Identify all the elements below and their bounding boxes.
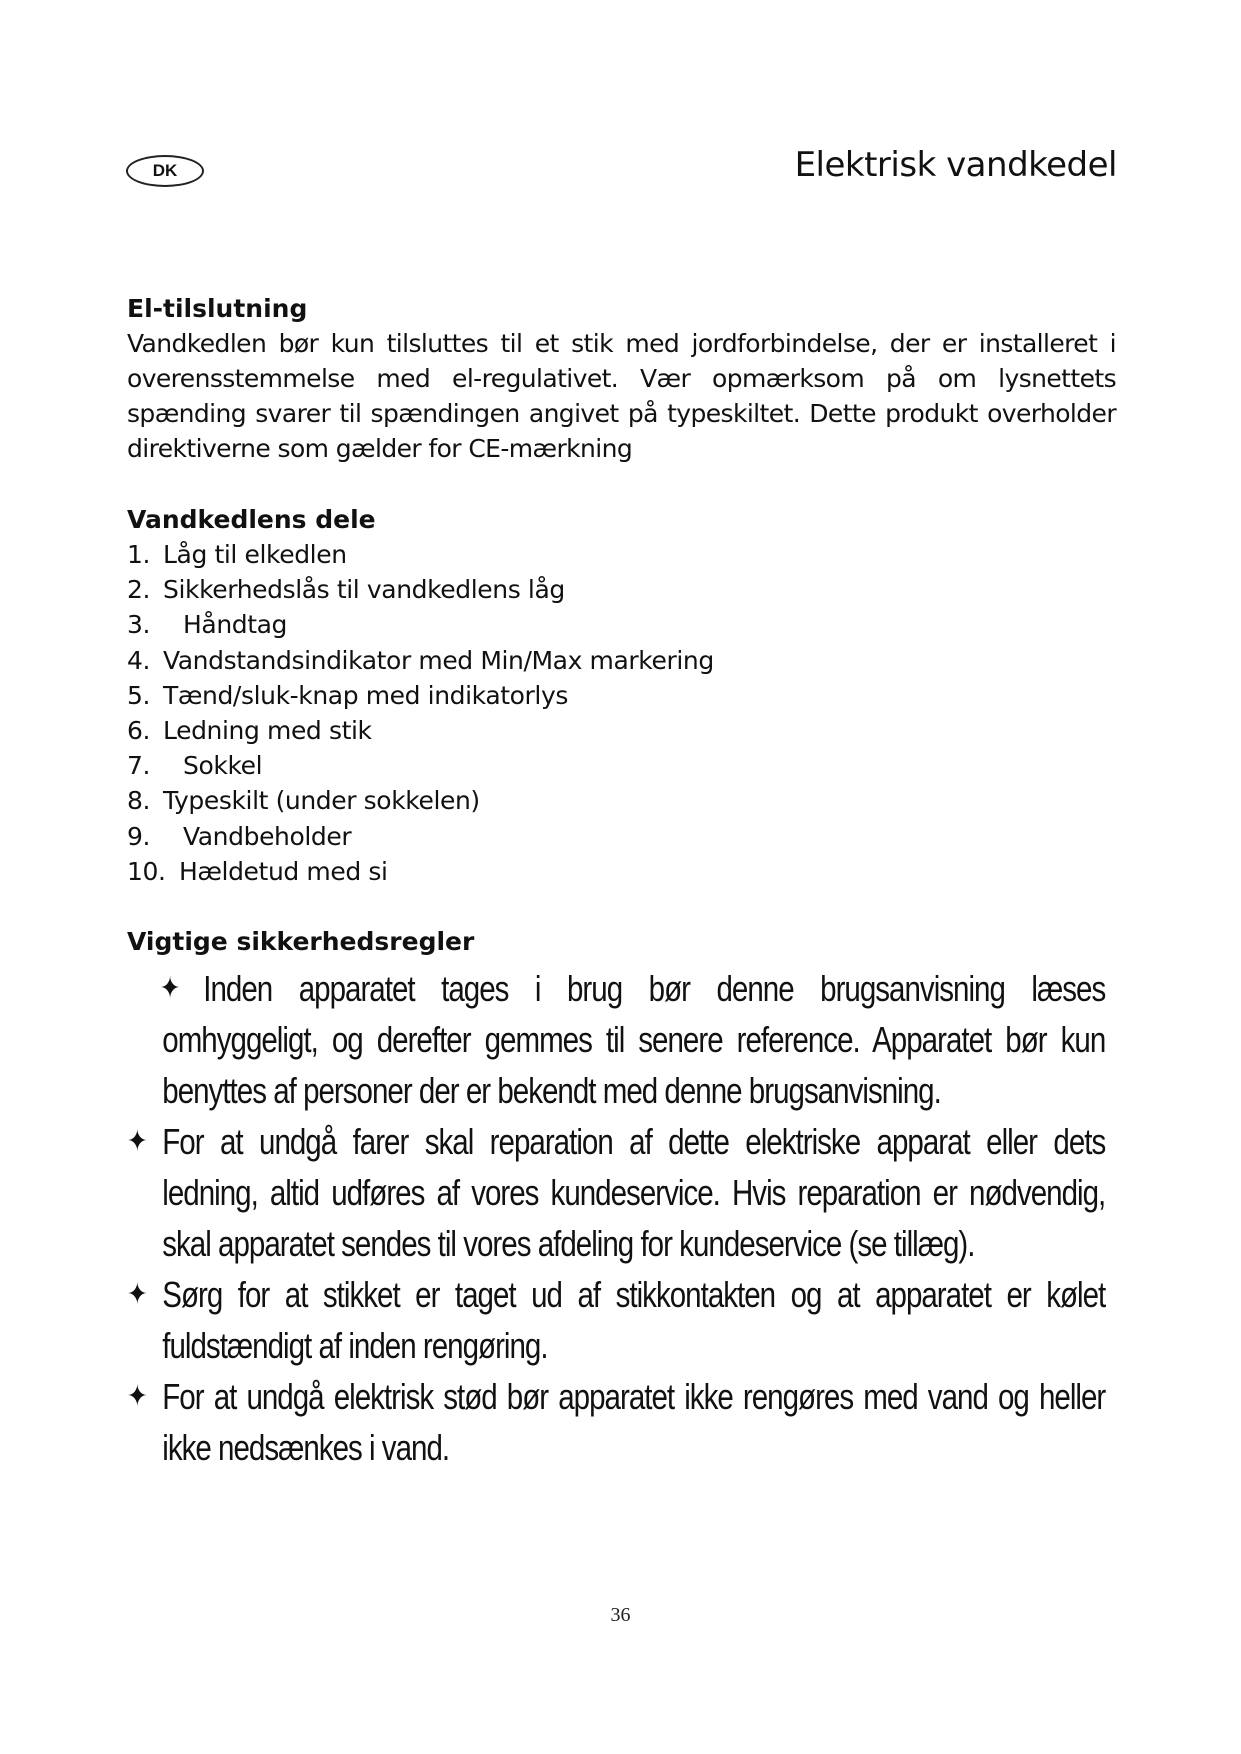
list-item [127, 1371, 1105, 1473]
language-badge: DK [126, 155, 204, 187]
star-bullet-icon: ✦ [159, 971, 180, 1006]
item-number: 2. [127, 575, 151, 605]
item-label: Sokkel [183, 751, 263, 781]
item-label: Låg til elkedlen [163, 540, 347, 569]
star-bullet-icon: ✦ [127, 1124, 147, 1159]
item-label: Ledning med stik [163, 716, 372, 746]
item-label: Vandstandsindikator med Min/Max markering [163, 645, 714, 675]
item-label: Tænd/sluk-knap med indikatorlys [163, 680, 568, 710]
page-number: 36 [610, 1604, 631, 1626]
list-item [127, 537, 1116, 572]
list-item [127, 819, 1116, 854]
rule-text: For at undgå elektrisk stød bør apparatet ikke rengøres med vand og heller ikke nedsænkes i vand. [162, 1376, 1106, 1468]
rule-text: Inden apparatet tages i brug bør denne brugsanvisning læses omhyggeligt, og derefter gemmes til senere reference. Apparatet bør kun benyttes af personer der er bekendt med denne brugsanvisning. [162, 968, 1106, 1111]
item-number: 6. [127, 716, 151, 746]
star-bullet-icon: ✦ [127, 1277, 147, 1312]
connection-heading: El-tilslutning [127, 294, 308, 323]
item-label: Vandbeholder [183, 821, 352, 851]
item-number: 3. [127, 610, 151, 640]
item-label: Hældetud med si [179, 856, 388, 886]
list-item [127, 678, 1116, 713]
list-item [127, 783, 1116, 818]
list-item [127, 643, 1116, 678]
list-item [127, 607, 1116, 642]
item-label: Typeskilt (under sokkelen) [163, 786, 480, 816]
safety-rules-list [127, 963, 1116, 1473]
safety-heading: Vigtige sikkerhedsregler [127, 927, 475, 956]
list-item [127, 963, 1105, 1116]
star-bullet-icon: ✦ [127, 1379, 147, 1414]
item-number: 1. [127, 540, 151, 569]
item-label: Sikkerhedslås til vandkedlens låg [163, 575, 565, 605]
item-number: 10. [127, 856, 166, 886]
item-number: 4. [127, 645, 151, 675]
rule-text: For at undgå farer skal reparation af dette elektriske apparat eller dets ledning, altid udføres af vores kundeservice. Hvis reparation er nødvendig, skal apparatet sendes til vores afdeling for kundeservice (se tillæg). [162, 1121, 1106, 1264]
list-item [127, 713, 1116, 748]
item-number: 9. [127, 821, 151, 851]
item-number: 5. [127, 680, 151, 710]
list-item [127, 1116, 1105, 1269]
list-item [127, 854, 1116, 889]
parts-section [127, 503, 1116, 889]
list-item [127, 572, 1116, 607]
safety-section [127, 925, 1116, 1473]
document-title: Elektrisk vandkedel [794, 145, 1117, 185]
item-label: Håndtag [183, 610, 288, 640]
item-number: 8. [127, 786, 151, 816]
item-number: 7. [127, 751, 151, 781]
connection-section [127, 292, 1116, 466]
rule-text: Sørg for at stikket er taget ud af stikkontakten og at apparatet er kølet fuldstændigt af inden rengøring. [162, 1274, 1106, 1366]
list-item [127, 748, 1116, 783]
parts-list [127, 537, 1116, 889]
list-item [127, 1269, 1105, 1371]
parts-heading: Vandkedlens dele [127, 505, 376, 534]
connection-text: Vandkedlen bør kun tilsluttes til et stik med jordforbindelse, der er installeret i overensstemmelse med el-regulativet. Vær opmærksom på om lysnettets spænding svarer til spændingen angivet på typeskiltet. Dette produkt overholder direktiverne som gælder for CE-mærkning [127, 329, 1116, 463]
